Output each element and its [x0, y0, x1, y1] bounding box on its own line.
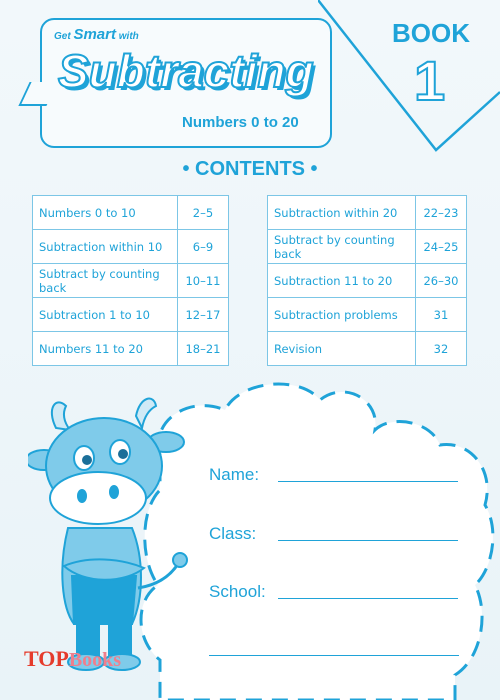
book-title: Subtracting: [58, 45, 314, 97]
pages-cell: 24–25: [416, 230, 467, 264]
class-label: Class:: [209, 524, 257, 543]
contents-table-right: [267, 195, 467, 366]
pages-cell: 6–9: [178, 230, 229, 264]
pages-cell: 32: [416, 332, 467, 366]
pages-cell: 26–30: [416, 264, 467, 298]
logo-top: TOP: [24, 646, 69, 671]
pages-cell: 2–5: [178, 196, 229, 230]
topic-cell: Subtract by counting back: [268, 230, 416, 264]
topic-cell: Subtraction 1 to 10: [33, 298, 178, 332]
school-field[interactable]: [278, 598, 458, 599]
topic-cell: Subtraction within 10: [33, 230, 178, 264]
book-subtitle: Numbers 0 to 20: [182, 114, 299, 131]
table-row: [33, 196, 229, 230]
cow-mascot-illustration: [28, 388, 208, 678]
series-with: with: [118, 31, 139, 42]
pages-cell: 22–23: [416, 196, 467, 230]
topic-cell: Subtraction within 20: [268, 196, 416, 230]
series-get: Get: [54, 31, 71, 42]
school-label: School:: [209, 582, 266, 601]
table-row: [268, 264, 467, 298]
topic-cell: Subtract by counting back: [33, 264, 178, 298]
pages-cell: 10–11: [178, 264, 229, 298]
contents-heading: • CONTENTS •: [182, 158, 318, 180]
extra-line[interactable]: [209, 655, 459, 656]
book-label: BOOK: [392, 18, 470, 48]
table-row: [268, 230, 467, 264]
series-smart: Smart: [73, 26, 116, 43]
name-label: Name:: [209, 465, 260, 484]
topbooks-watermark-logo: [24, 646, 121, 672]
book-number: 1: [414, 49, 446, 112]
series-name: [54, 26, 139, 43]
name-field[interactable]: [278, 481, 458, 482]
pages-cell: 12–17: [178, 298, 229, 332]
pages-cell: 31: [416, 298, 467, 332]
contents-table-left: [32, 195, 229, 366]
table-row: [33, 298, 229, 332]
topic-cell: Numbers 0 to 10: [33, 196, 178, 230]
topic-cell: Subtraction problems: [268, 298, 416, 332]
table-row: [268, 196, 467, 230]
topic-cell: Subtraction 11 to 20: [268, 264, 416, 298]
pages-cell: 18–21: [178, 332, 229, 366]
table-row: [33, 264, 229, 298]
topic-cell: Revision: [268, 332, 416, 366]
table-row: [268, 298, 467, 332]
table-row: [33, 230, 229, 264]
topic-cell: Numbers 11 to 20: [33, 332, 178, 366]
class-field[interactable]: [278, 540, 458, 541]
logo-books: Books: [68, 649, 122, 671]
